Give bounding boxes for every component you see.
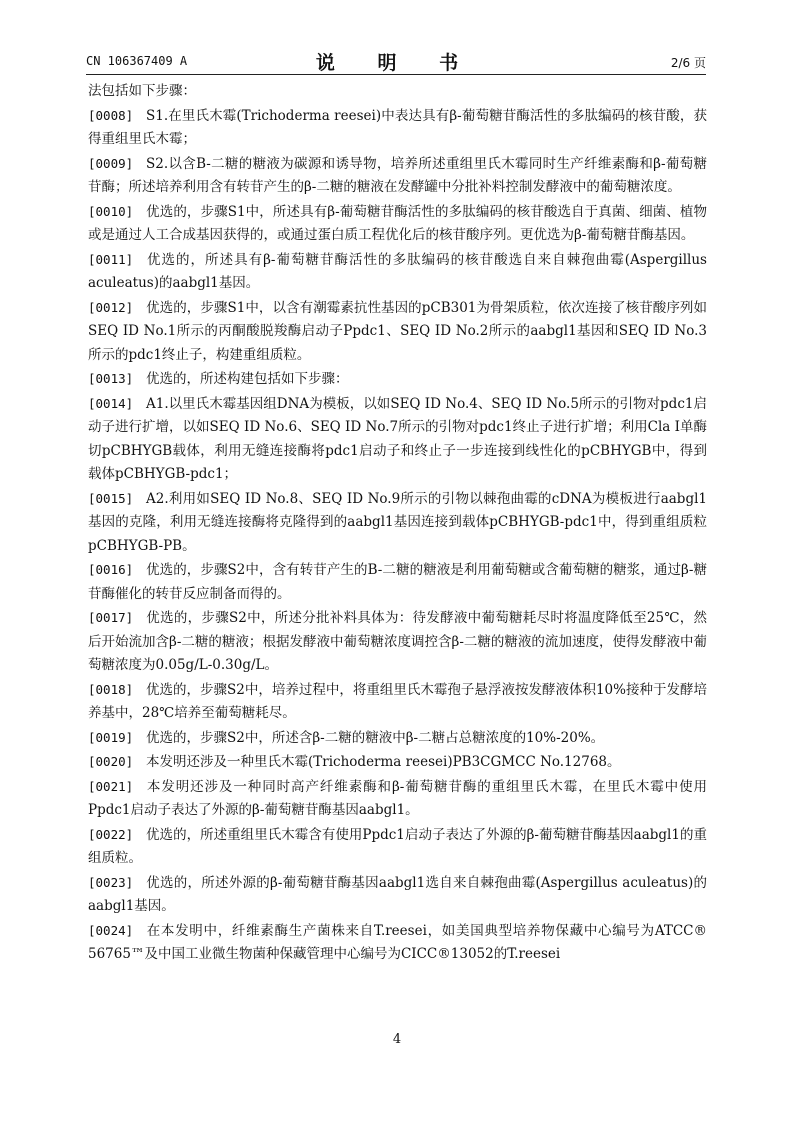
paragraph-number: [0009] bbox=[88, 155, 134, 171]
paragraph-0016 bbox=[88, 558, 707, 606]
document-body bbox=[88, 80, 707, 967]
paragraph-text: 本发明还涉及一种同时高产纤维素酶和β-葡萄糖苷酶的重组里氏木霉，在里氏木霉中使用Ppdc1启动子表达了外源的β-葡萄糖苷酶基因aabgl1。 bbox=[88, 778, 707, 818]
paragraph-0010 bbox=[88, 200, 707, 248]
paragraph-text: S1.在里氏木霉(Trichoderma reesei)中表达具有β-葡萄糖苷酶活性的多肽编码的核苷酸，获得重组里氏木霉； bbox=[88, 107, 707, 147]
patent-number: CN 106367409 A bbox=[86, 54, 188, 68]
paragraph-text: 在本发明中，纤维素酶生产菌株来自T.reesei，如美国典型培养物保藏中心编号为ATCC® 56765™及中国工业微生物菌种保藏管理中心编号为CICC®13052的T.reesei bbox=[88, 922, 707, 962]
paragraph-text: 优选的，所述外源的β-葡萄糖苷酶基因aabgl1选自来自棘孢曲霉(Aspergillus aculeatus)的aabgl1基因。 bbox=[88, 874, 707, 914]
page-header bbox=[86, 48, 706, 75]
paragraph-0009 bbox=[88, 152, 707, 200]
paragraph-text: A1.以里氏木霉基因组DNA为模板，以如SEQ ID No.4、SEQ ID No.5所示的引物对pdc1启动子进行扩增，以如SEQ ID No.6、SEQ ID No.7所示的引物对pdc1终止子进行扩增；利用Cla I单酶切pCBHYGB载体，利用无缝连接酶将pdc1启动子和终止子一步连接到线性化的pCBHYGB中，得到载体pCBHYGB-pdc1； bbox=[88, 395, 707, 482]
paragraph-0022 bbox=[88, 823, 707, 871]
paragraph-text: 优选的，步骤S2中，所述含β-二糖的糖液中β-二糖占总糖浓度的10%-20%。 bbox=[146, 729, 605, 746]
paragraph-text: 优选的，所述重组里氏木霉含有使用Ppdc1启动子表达了外源的β-葡萄糖苷酶基因aabgl1的重组质粒。 bbox=[88, 826, 707, 866]
paragraph-0021 bbox=[88, 775, 707, 823]
paragraph-0011 bbox=[88, 248, 707, 296]
paragraph-0014 bbox=[88, 392, 707, 487]
paragraph-number: [0018] bbox=[88, 681, 134, 697]
paragraph-text: 法包括如下步骤： bbox=[88, 83, 196, 99]
paragraph-number: [0020] bbox=[88, 754, 134, 769]
paragraph-number: [0022] bbox=[88, 826, 134, 842]
paragraph-number: [0011] bbox=[88, 251, 134, 267]
paragraph-text: A2.利用如SEQ ID No.8、SEQ ID No.9所示的引物以棘孢曲霉的cDNA为模板进行aabgl1基因的克隆，利用无缝连接酶将克隆得到的aabgl1基因连接到载体pCBHYGB-pdc1中，得到重组质粒pCBHYGB-PB。 bbox=[88, 490, 707, 554]
paragraph-0017 bbox=[88, 606, 707, 678]
paragraph-0015 bbox=[88, 487, 707, 559]
paragraph-number: [0017] bbox=[88, 610, 134, 625]
paragraph-number: [0019] bbox=[88, 729, 134, 745]
paragraph-number: [0013] bbox=[88, 371, 134, 386]
page-number: 4 bbox=[392, 1032, 402, 1047]
paragraph-number: [0012] bbox=[88, 299, 134, 315]
paragraph-0020 bbox=[88, 750, 707, 775]
paragraph-0019 bbox=[88, 726, 707, 751]
paragraph-0013 bbox=[88, 367, 707, 392]
paragraph-number: [0016] bbox=[88, 562, 134, 577]
page-info: 2/6 页 bbox=[670, 56, 706, 70]
paragraph-0008 bbox=[88, 104, 707, 152]
paragraph-number: [0024] bbox=[88, 922, 134, 938]
paragraph-text: 优选的，所述构建包括如下步骤： bbox=[146, 371, 349, 387]
paragraph-number: [0023] bbox=[88, 874, 134, 890]
paragraph-0024 bbox=[88, 919, 707, 967]
paragraph-text: 优选的，步骤S1中，所述具有β-葡萄糖苷酶活性的多肽编码的核苷酸选自于真菌、细菌、植物或是通过人工合成基因获得的，或通过蛋白质工程优化后的核苷酸序列。更优选为β-葡萄糖苷酶基因。 bbox=[88, 203, 707, 243]
paragraph-text: 本发明还涉及一种里氏木霉(Trichoderma reesei)PB3CGMCC No.12768。 bbox=[146, 754, 621, 770]
paragraph-0023 bbox=[88, 871, 707, 919]
paragraph-intro bbox=[88, 80, 707, 104]
paragraph-number: [0010] bbox=[88, 203, 134, 219]
document-title: 说 明 书 bbox=[315, 52, 477, 74]
paragraph-number: [0021] bbox=[88, 778, 134, 794]
paragraph-text: 优选的，步骤S2中，所述分批补料具体为：待发酵液中葡萄糖耗尽时将温度降低至25℃，然后开始流加含β-二糖的糖液；根据发酵液中葡萄糖浓度调控含β-二糖的糖液的流加速度，使得发酵液中葡萄糖浓度为0.05g/L-0.30g/L。 bbox=[88, 610, 707, 673]
paragraph-number: [0015] bbox=[88, 490, 134, 506]
paragraph-text: 优选的，步骤S2中，培养过程中，将重组里氏木霉孢子悬浮液按发酵液体积10%接种于发酵培养基中，28℃培养至葡萄糖耗尽。 bbox=[88, 681, 707, 721]
paragraph-text: 优选的，所述具有β-葡萄糖苷酶活性的多肽编码的核苷酸选自来自棘孢曲霉(Aspergillus aculeatus)的aabgl1基因。 bbox=[88, 251, 707, 291]
paragraph-number: [0008] bbox=[88, 107, 134, 123]
paragraph-number: [0014] bbox=[88, 395, 134, 411]
paragraph-text: 优选的，步骤S1中，以含有潮霉素抗性基因的pCB301为骨架质粒，依次连接了核苷酸序列如SEQ ID No.1所示的丙酮酸脱羧酶启动子Ppdc1、SEQ ID No.2所示的aabgl1基因和SEQ ID No.3所示的pdc1终止子，构建重组质粒。 bbox=[88, 299, 707, 363]
paragraph-text: 优选的，步骤S2中，含有转苷产生的B-二糖的糖液是利用葡萄糖或含葡萄糖的糖浆，通过β-糖苷酶催化的转苷反应制备而得的。 bbox=[88, 562, 707, 602]
paragraph-0018 bbox=[88, 678, 707, 726]
paragraph-text: S2.以含B-二糖的糖液为碳源和诱导物，培养所述重组里氏木霉同时生产纤维素酶和β-葡萄糖苷酶；所述培养利用含有转苷产生的β-二糖的糖液在发酵罐中分批补料控制发酵液中的葡萄糖浓度。 bbox=[88, 155, 707, 195]
paragraph-0012 bbox=[88, 296, 707, 368]
